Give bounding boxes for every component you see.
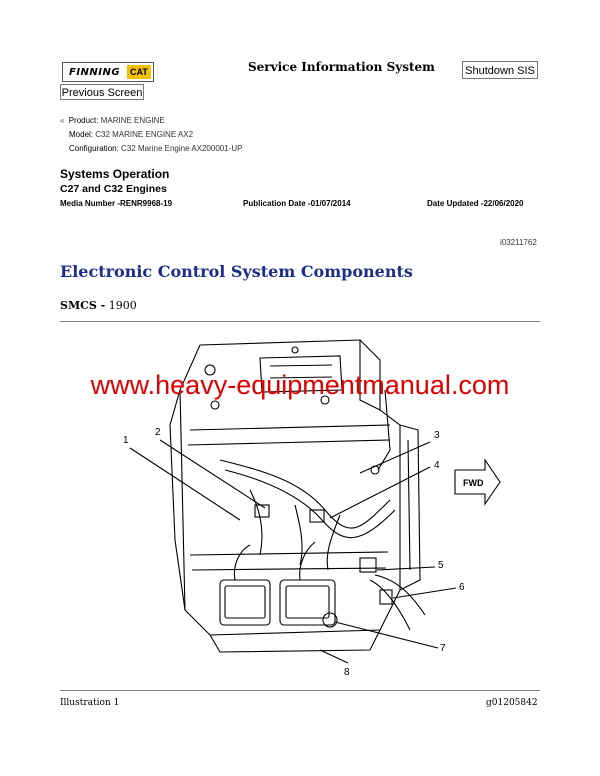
page-title: Electronic Control System Components — [60, 262, 413, 281]
model-label: Model: — [69, 130, 94, 139]
media-number: Media Number -RENR9968-19 — [60, 199, 173, 208]
illustration-label: Illustration 1 — [60, 698, 120, 708]
callout-3: 3 — [434, 430, 440, 441]
model-line — [69, 130, 193, 139]
product-label: Product: — [68, 116, 99, 125]
smcs-label: SMCS - — [60, 299, 106, 312]
callout-8: 8 — [344, 667, 350, 678]
configuration-line — [69, 144, 242, 153]
date-updated: Date Updated -22/06/2020 — [427, 199, 524, 208]
smcs-code — [60, 299, 137, 312]
callout-7: 7 — [440, 643, 446, 654]
finning-cat-logo — [62, 62, 154, 82]
document-id: i03211762 — [500, 238, 537, 247]
section-title: Systems Operation — [60, 167, 170, 181]
illustration-code: g01205842 — [486, 698, 538, 708]
callout-6: 6 — [459, 582, 465, 593]
smcs-value: 1900 — [108, 299, 137, 312]
bottom-divider — [60, 690, 540, 691]
publication-date: Publication Date -01/07/2014 — [243, 199, 351, 208]
double-chevron-left-icon: « — [60, 116, 65, 125]
callout-2: 2 — [155, 427, 161, 438]
callout-5: 5 — [438, 560, 444, 571]
configuration-value: C32 Marine Engine AX200001-UP — [121, 144, 243, 153]
product-line — [60, 116, 165, 125]
logo-finning-text: FINNING — [69, 66, 121, 78]
fwd-arrow-label: FWD — [463, 478, 484, 488]
shutdown-sis-button[interactable]: Shutdown SIS — [462, 61, 538, 79]
document-subtitle: C27 and C32 Engines — [60, 183, 167, 195]
model-value: C32 MARINE ENGINE AX2 — [95, 130, 194, 139]
callout-1: 1 — [123, 435, 129, 446]
product-value: MARINE ENGINE — [100, 116, 165, 125]
system-title: Service Information System — [248, 60, 435, 74]
callout-4: 4 — [434, 460, 440, 471]
configuration-label: Configuration: — [69, 144, 119, 153]
logo-cat-text: CAT — [127, 65, 151, 79]
watermark-url: www.heavy-equipmentmanual.com — [90, 370, 510, 400]
top-divider — [60, 321, 540, 322]
previous-screen-button[interactable]: Previous Screen — [60, 84, 144, 100]
